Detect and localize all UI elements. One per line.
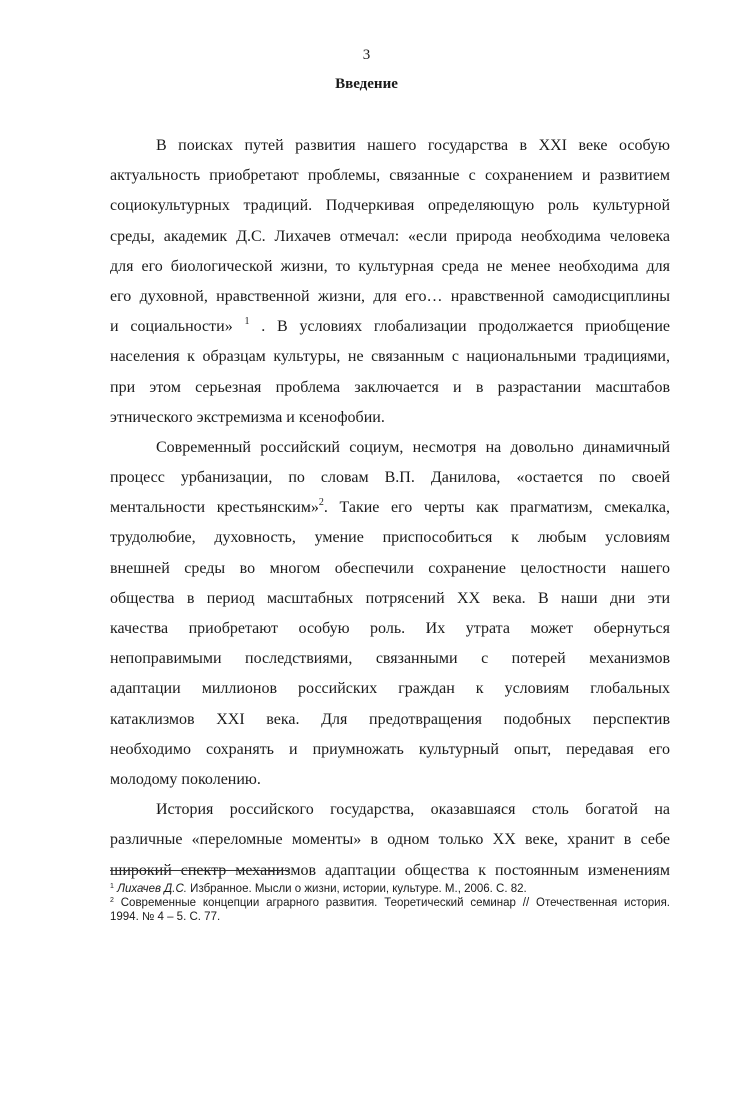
footnote-2-continued: 1994. № 4 – 5. С. 77. [110, 911, 221, 923]
text-line: общества в период масштабных потрясений XX века. В наши дни эти [110, 589, 670, 607]
footnote-reference[interactable]: 2 [318, 497, 324, 509]
footnote-author: Лихачев Д.С. [117, 883, 187, 895]
section-heading: Введение [335, 76, 398, 92]
text-line: этнического экстремизма и ксенофобии. [110, 408, 385, 426]
text-line: различные «переломные моменты» в одном только XX веке, хранит в себе [110, 831, 670, 849]
body-text [110, 131, 670, 886]
footnote-1 [110, 882, 670, 896]
text-line: среды, академик Д.С. Лихачев отмечал: «если природа необходима человека [110, 227, 670, 245]
text-line: непоправимыми последствиями, связанными с потерей механизмов [110, 650, 670, 668]
text-line: внешней среды во многом обеспечили сохранение целостности нашего [110, 559, 670, 577]
text-segment: . В условиях глобализации продолжается приобщение [261, 318, 671, 336]
text-line: при этом серьезная проблема заключается и в разрастании масштабов [110, 378, 670, 396]
text-segment: ментальности крестьянским» [110, 499, 319, 517]
text-line: его духовной, нравственной жизни, для его… нравственной самодисциплины [110, 287, 670, 305]
text-line: необходимо сохранять и приумножать культурный опыт, передавая его [110, 740, 670, 758]
text-line: трудолюбие, духовность, умение приспособиться к любым условиям [110, 529, 670, 547]
footnote-mark: 1 [110, 883, 114, 890]
footnotes [110, 882, 670, 924]
text-line: История российского государства, оказавшаяся столь богатой на [156, 801, 670, 819]
footnote-reference[interactable]: 1 [244, 316, 250, 328]
footnote-mark: 2 [110, 897, 114, 904]
text-line: адаптации миллионов российских граждан к условиям глобальных [110, 680, 670, 698]
footnote-text: Современные концепции аграрного развития. Теоретический семинар // Отечественная история. [113, 897, 670, 909]
text-line: качества приобретают особую роль. Их утрата может обернуться [110, 620, 670, 637]
text-line: процесс урбанизации, по словам В.П. Данилова, «остается по своей [110, 469, 670, 487]
footnote-text: Избранное. Мысли о жизни, истории, культуре. М., 2006. С. 82. [186, 883, 527, 895]
footnote-divider [110, 870, 288, 871]
text-segment: и социальности» [110, 318, 233, 336]
text-segment: . Такие его черты как прагматизм, смекалка, [323, 499, 670, 517]
text-line: Современный российский социум, несмотря на довольно динамичный [156, 438, 670, 456]
footnote-2 [110, 896, 670, 910]
text-line: актуальность приобретают проблемы, связанные с сохранением и развитием [110, 167, 670, 185]
text-line: населения к образцам культуры, не связанным с национальными традициями, [110, 348, 670, 366]
text-line: катаклизмов XXI века. Для предотвращения подобных перспектив [110, 710, 670, 728]
text-line: широкий спектр механизмов адаптации общества к постоянным изменениям [110, 861, 670, 879]
text-line [110, 493, 670, 523]
page-number: 3 [362, 47, 371, 63]
text-line: социокультурных традиций. Подчеркивая определяющую роль культурной [110, 197, 670, 215]
text-line [110, 312, 670, 342]
text-line: В поисках путей развития нашего государства в XXI веке особую [156, 137, 670, 154]
text-line: молодому поколению. [110, 770, 261, 788]
text-line: для его биологической жизни, то культурная среда не менее необходима для [110, 257, 670, 275]
